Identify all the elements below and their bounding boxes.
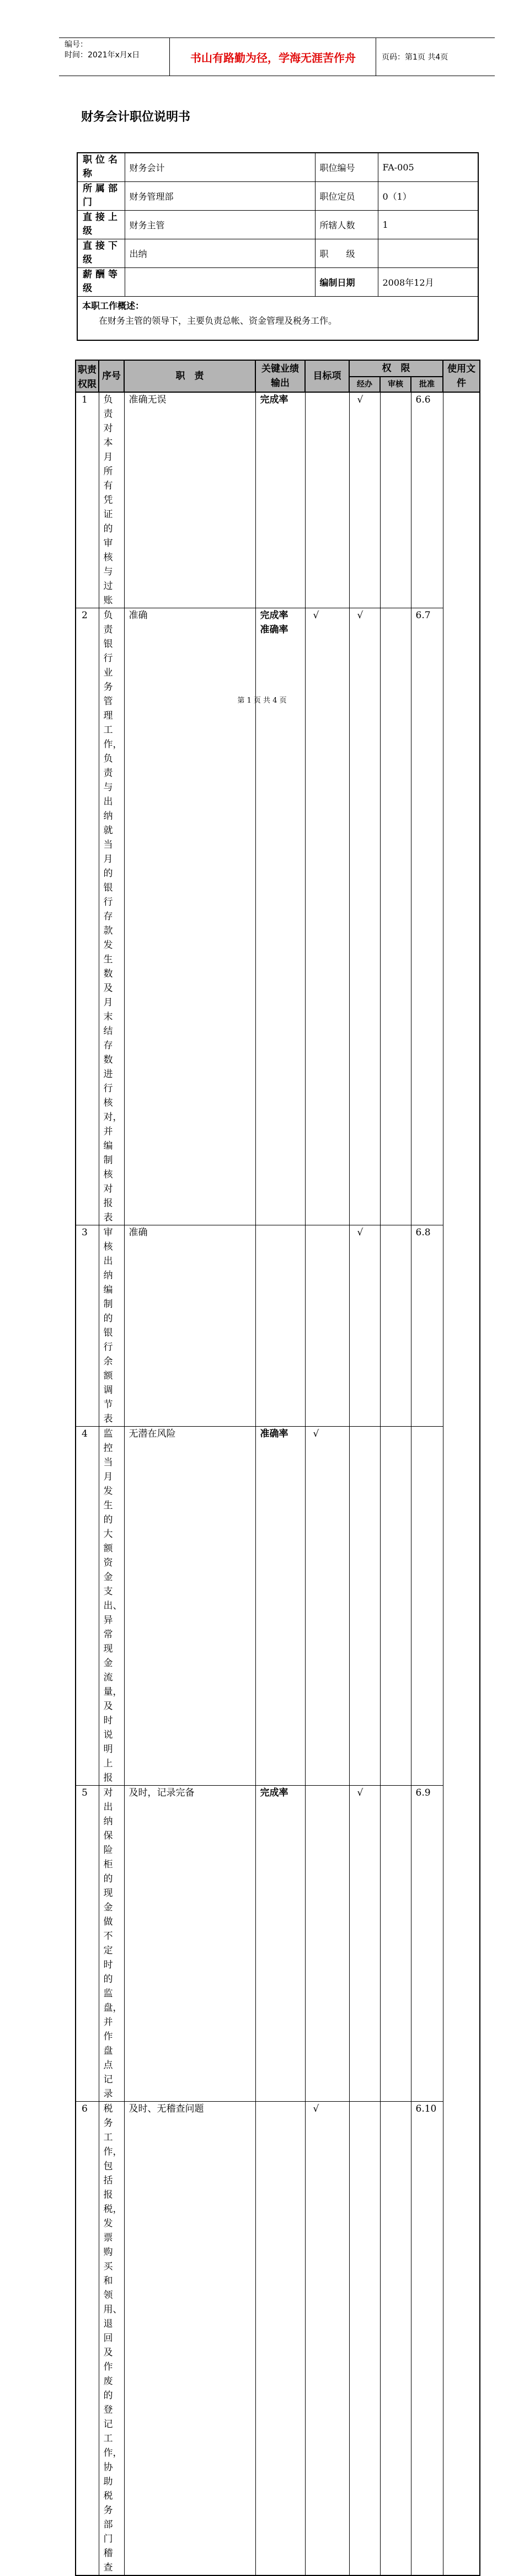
row-seq: 5 bbox=[76, 1786, 99, 2102]
header-time: 时间：2021年x月x日 bbox=[65, 51, 140, 60]
row-target: 完成率 bbox=[255, 392, 305, 608]
row-kpi: 无潜在风险 bbox=[124, 1427, 255, 1786]
row-kpi: 及时，记录完备 bbox=[124, 1786, 255, 2102]
header-motto: 书山有路勤为径，学海无涯苦作舟 bbox=[170, 38, 376, 76]
position-info-table bbox=[77, 152, 479, 341]
info-row bbox=[77, 239, 478, 267]
row-approve bbox=[380, 392, 411, 608]
info-label: 编制日期 bbox=[315, 267, 378, 296]
info-rows bbox=[77, 153, 478, 340]
table-row bbox=[76, 2102, 480, 2576]
row-review: √ bbox=[349, 608, 380, 1225]
row-seq: 1 bbox=[76, 392, 99, 608]
info-label: 直接下级 bbox=[77, 239, 125, 267]
row-review: √ bbox=[349, 1786, 380, 2102]
info-value: 2008年12月 bbox=[378, 267, 478, 296]
row-target: 完成率 准确率 bbox=[255, 608, 305, 1225]
row-review: √ bbox=[349, 1225, 380, 1427]
row-handle: √ bbox=[305, 1427, 349, 1786]
info-label: 职位定员 bbox=[315, 181, 378, 210]
info-label: 职位编号 bbox=[315, 153, 378, 181]
row-seq: 3 bbox=[76, 1225, 99, 1427]
row-target bbox=[255, 1225, 305, 1427]
row-duty: 负责银行业务管理工作，负责与出纳就当月的银行存款发生数及月末结存数进行核对，并编制核对报表 bbox=[99, 608, 124, 1225]
row-handle bbox=[305, 1225, 349, 1427]
summary-cell bbox=[77, 296, 478, 340]
table-row bbox=[76, 392, 480, 608]
header-duty: 职 责 bbox=[124, 360, 255, 392]
info-value bbox=[125, 267, 315, 296]
header-seq: 序号 bbox=[99, 360, 124, 392]
row-approve bbox=[380, 2102, 411, 2576]
row-duty: 税务工作，包括报税，发票购买和领用、退回及作废的登记工作，协助税务部门稽查 bbox=[99, 2102, 124, 2576]
header-file: 使用文件 bbox=[443, 360, 480, 392]
info-row bbox=[77, 153, 478, 181]
info-row bbox=[77, 267, 478, 296]
row-approve bbox=[380, 1786, 411, 2102]
header-target: 目标项 bbox=[305, 360, 349, 392]
info-value: 财务会计 bbox=[125, 153, 315, 181]
row-file: 6.10 bbox=[411, 2102, 443, 2576]
header-row bbox=[76, 360, 480, 377]
summary-text: 在财务主管的领导下，主要负责总帐、资金管理及税务工作。 bbox=[99, 315, 338, 326]
info-value: 财务管理部 bbox=[125, 181, 315, 210]
row-handle: √ bbox=[305, 608, 349, 1225]
info-label: 直接上级 bbox=[77, 210, 125, 239]
info-label: 所辖人数 bbox=[315, 210, 378, 239]
header-kpi: 关键业绩输出 bbox=[255, 360, 305, 392]
side-label: 职责权限 bbox=[76, 360, 99, 392]
info-row bbox=[77, 181, 478, 210]
row-file: 6.8 bbox=[411, 1225, 443, 1427]
table-row bbox=[76, 1427, 480, 1786]
table-row bbox=[76, 1786, 480, 2102]
row-seq: 4 bbox=[76, 1427, 99, 1786]
page-header bbox=[59, 38, 495, 76]
row-duty: 对出纳保险柜的现金做不定时的监盘，并作盘点记录 bbox=[99, 1786, 124, 2102]
header-page-number: 页码：第1页 共4页 bbox=[382, 53, 448, 62]
document-title: 财务会计职位说明书 bbox=[81, 110, 191, 124]
row-file bbox=[411, 1427, 443, 1786]
row-review bbox=[349, 1427, 380, 1786]
info-value: 0（1） bbox=[378, 181, 478, 210]
info-value bbox=[378, 239, 478, 267]
info-value: 出纳 bbox=[125, 239, 315, 267]
row-kpi: 准确 bbox=[124, 608, 255, 1225]
row-target: 准确率 bbox=[255, 1427, 305, 1786]
header-handle: 经办 bbox=[349, 377, 380, 392]
row-handle bbox=[305, 1786, 349, 2102]
row-file: 6.6 bbox=[411, 392, 443, 608]
row-handle bbox=[305, 392, 349, 608]
summary-row bbox=[77, 296, 478, 340]
row-file: 6.9 bbox=[411, 1786, 443, 2102]
row-seq: 2 bbox=[76, 608, 99, 1225]
row-target bbox=[255, 2102, 305, 2576]
info-label: 薪酬等级 bbox=[77, 267, 125, 296]
row-approve bbox=[380, 1427, 411, 1786]
page-footer: 第 1 页 共 4 页 bbox=[237, 697, 287, 705]
row-handle: √ bbox=[305, 2102, 349, 2576]
duty-table-header bbox=[76, 360, 480, 392]
header-authority: 权 限 bbox=[349, 360, 443, 377]
info-row bbox=[77, 210, 478, 239]
row-file: 6.7 bbox=[411, 608, 443, 1225]
header-meta bbox=[59, 38, 170, 76]
row-target: 完成率 bbox=[255, 1786, 305, 2102]
row-duty: 监控当月发生的大额资金支出、异常现金流量，及时说明上报 bbox=[99, 1427, 124, 1786]
row-duty: 审核出纳编制的银行余额调节表 bbox=[99, 1225, 124, 1427]
info-label: 职 级 bbox=[315, 239, 378, 267]
duty-rows bbox=[76, 392, 480, 2575]
duty-authority-table bbox=[75, 360, 480, 2576]
header-number: 编号： bbox=[65, 40, 88, 49]
row-kpi: 准确 bbox=[124, 1225, 255, 1427]
row-review bbox=[349, 2102, 380, 2576]
info-value: 财务主管 bbox=[125, 210, 315, 239]
header-approve: 批准 bbox=[411, 377, 443, 392]
row-duty: 负责对本月所有凭证的审核与过账 bbox=[99, 392, 124, 608]
summary-label: 本职工作概述： bbox=[82, 300, 145, 311]
info-label: 职位名称 bbox=[77, 153, 125, 181]
row-seq: 6 bbox=[76, 2102, 99, 2576]
row-approve bbox=[380, 1225, 411, 1427]
info-value: FA-005 bbox=[378, 153, 478, 181]
header-review: 审核 bbox=[380, 377, 411, 392]
table-row bbox=[76, 1225, 480, 1427]
row-kpi: 准确无误 bbox=[124, 392, 255, 608]
row-kpi: 及时、无稽查问题 bbox=[124, 2102, 255, 2576]
info-label: 所属部门 bbox=[77, 181, 125, 210]
info-value: 1 bbox=[378, 210, 478, 239]
row-review: √ bbox=[349, 392, 380, 608]
